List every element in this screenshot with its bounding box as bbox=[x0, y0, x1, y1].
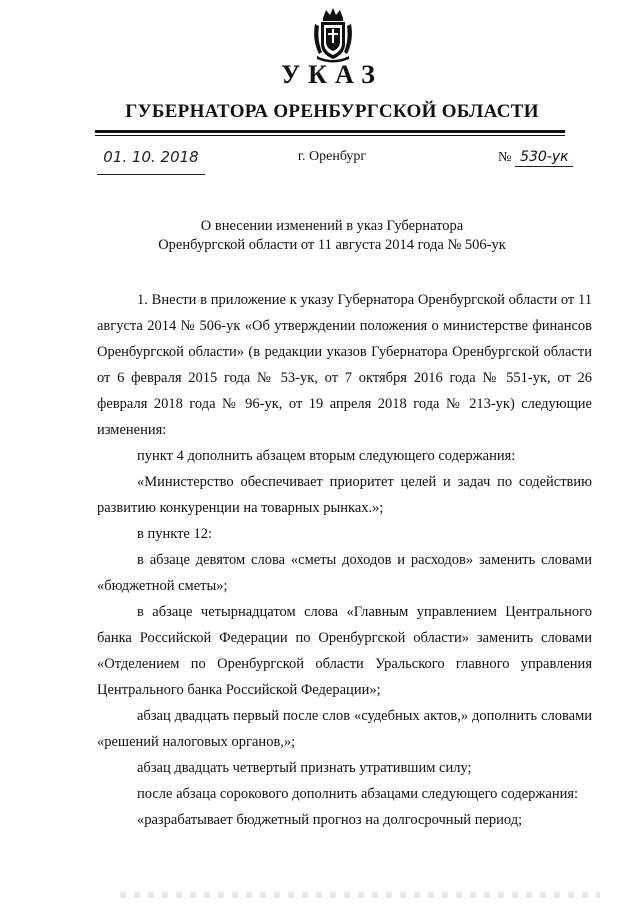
body-paragraph: в абзаце четырнадцатом слова «Главным управлением Центрального банка Российской Федерации по Оренбургской области» заменить словами «Отделением по Оренбургской области Уральского главного управления Центрального банка Российской Федерации»; bbox=[97, 604, 592, 698]
decree-body bbox=[97, 287, 592, 833]
body-paragraph: «Министерство обеспечивает приоритет целей и задач по содействию развитию конкуренции на товарных рынках.»; bbox=[97, 474, 592, 516]
decree-issuer: ГУБЕРНАТОРА ОРЕНБУРГСКОЙ ОБЛАСТИ bbox=[125, 101, 539, 122]
header-divider-thick bbox=[95, 130, 565, 133]
body-paragraph: 1. Внести в приложение к указу Губернатора Оренбургской области от 11 августа 2014 № 506-ук «Об утверждении положения о министерстве финансов Оренбургской области» (в редакции указов Губернатора Оренбургской области от 6 февраля 2015 года № 53-ук, от 7 октября 2016 года № 551-ук, от 26 февраля 2018 года № 96-ук, от 19 апреля 2018 года № 213-ук) следующие изменения: bbox=[97, 292, 592, 438]
body-paragraph: пункт 4 дополнить абзацем вторым следующего содержания: bbox=[137, 448, 516, 464]
orenburg-coat-of-arms-icon bbox=[311, 6, 355, 64]
body-paragraph: в пункте 12: bbox=[137, 526, 213, 542]
decree-number-block bbox=[498, 148, 598, 174]
decree-subject bbox=[0, 217, 640, 255]
body-paragraph: после абзаца сорокового дополнить абзацами следующего содержания: bbox=[137, 786, 579, 802]
body-paragraph: «разрабатывает бюджетный прогноз на долгосрочный период; bbox=[137, 812, 523, 828]
body-paragraph: абзац двадцать первый после слов «судебных актов,» дополнить словами «решений налоговых органов,»; bbox=[97, 708, 592, 750]
scan-artifact bbox=[120, 892, 600, 898]
body-paragraph: в абзаце девятом слова «сметы доходов и расходов» заменить словами «бюджетной сметы»; bbox=[97, 552, 592, 594]
header-divider-thin bbox=[95, 135, 565, 136]
subject-line-1: О внесении изменений в указ Губернатора bbox=[200, 218, 464, 234]
subject-line-2: Оренбургской области от 11 августа 2014 года № 506-ук bbox=[158, 237, 506, 253]
decree-date: 01. 10. 2018 bbox=[97, 148, 205, 175]
decree-city: г. Оренбург bbox=[297, 149, 367, 164]
body-paragraph: абзац двадцать четвертый признать утратившим силу; bbox=[137, 760, 472, 776]
number-sign: № bbox=[498, 150, 512, 165]
decree-title: УКАЗ bbox=[281, 60, 383, 89]
decree-number: 530-ук bbox=[515, 148, 573, 167]
